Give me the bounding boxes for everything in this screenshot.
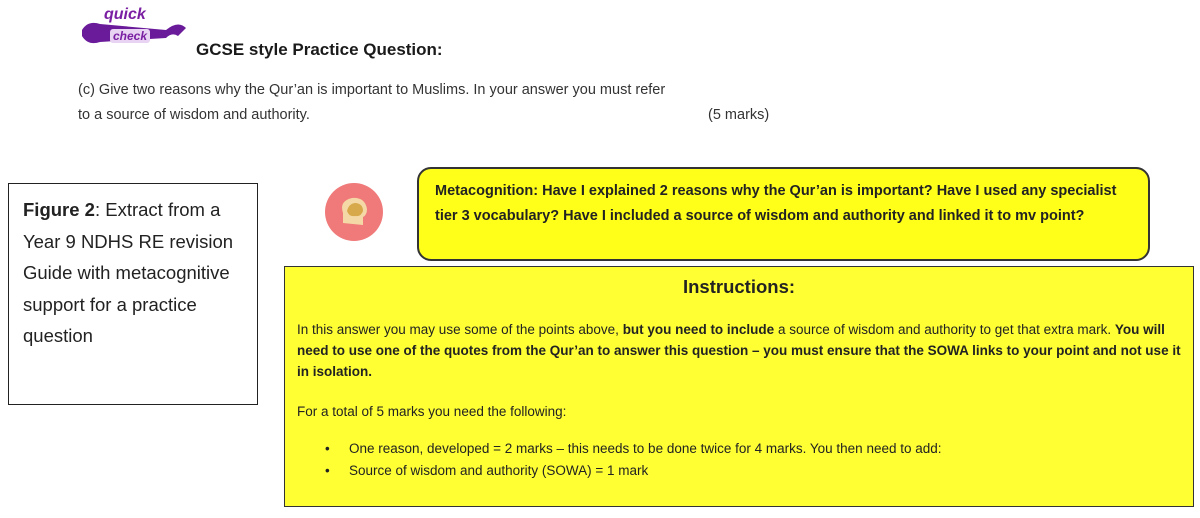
instr-text-d: You will need to use one of the quotes from the Qur’an to answer this question – you must ensure that the SOWA links to your point and not use it in isolation. (297, 322, 1181, 379)
instructions-heading: Instructions: (682, 276, 796, 297)
bullet-icon: • (325, 463, 330, 478)
instr-text-c: a source of wisdom and authority to get that extra mark. (774, 322, 1115, 337)
question-line-1: (c) Give two reasons why the Qur’an is important to Muslims. In your answer you must refer (78, 82, 666, 98)
bullet-text: One reason, developed = 2 marks – this needs to be done twice for 4 marks. You then need to add: (349, 441, 942, 456)
bullet-text: Source of wisdom and authority (SOWA) = 1 mark (349, 463, 649, 478)
question-line-2: to a source of wisdom and authority. (78, 107, 310, 123)
instr-text-a: In this answer you may use some of the points above, (297, 322, 623, 337)
logo-word-quick: quick (104, 6, 146, 23)
figure-caption: : Extract from a Year 9 NDHS RE revision Guide with metacognitive support for a practice question (23, 199, 234, 346)
list-item (325, 463, 648, 478)
list-item (325, 441, 942, 456)
figure-caption-box (8, 183, 258, 405)
logo-word-check: check (110, 29, 150, 43)
page-title: GCSE style Practice Question: (196, 40, 443, 59)
bullet-icon: • (325, 441, 330, 456)
brain-icon (325, 183, 383, 241)
instructions-box (284, 266, 1194, 507)
quick-check-logo (78, 6, 188, 50)
question-marks: (5 marks) (708, 107, 770, 123)
instructions-paragraph-2: For a total of 5 marks you need the following: (297, 404, 567, 419)
metacognition-box: Metacognition: Have I explained 2 reasons why the Qur’an is important? Have I used any specialist tier 3 vocabulary? Have I included a source of wisdom and authority and linked it to mv point? (417, 167, 1150, 261)
instructions-paragraph-1 (297, 319, 1187, 382)
figure-label: Figure 2 (23, 199, 95, 220)
instr-text-b: but you need to include (622, 322, 775, 337)
